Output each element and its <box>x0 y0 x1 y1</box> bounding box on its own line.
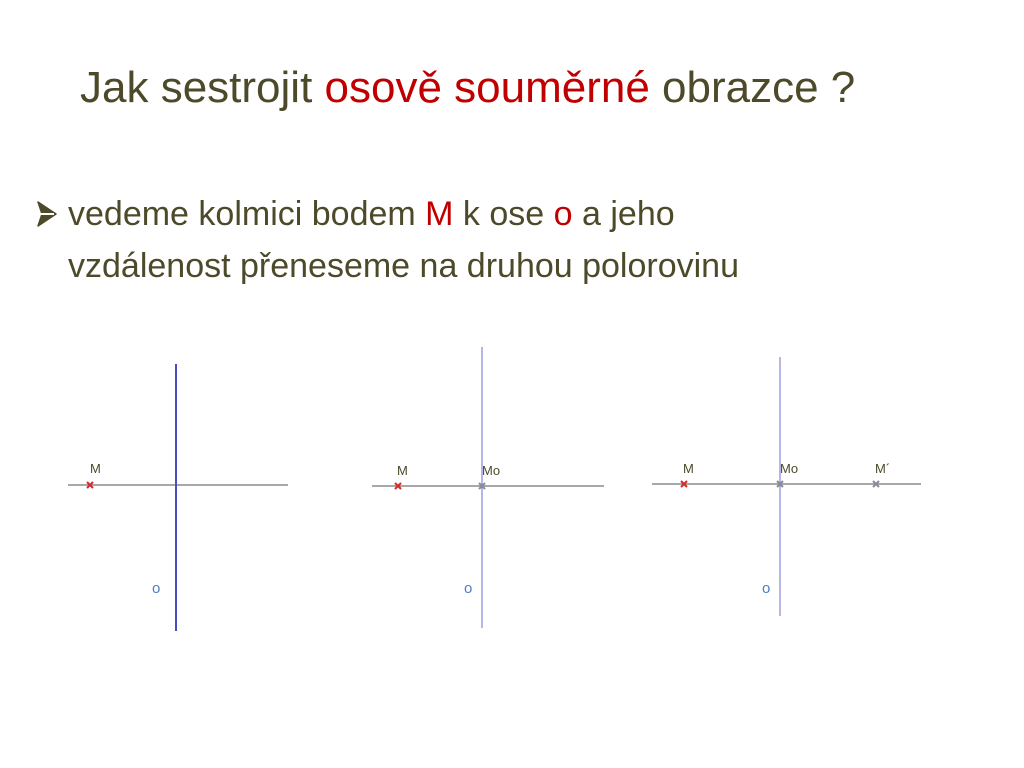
title-accent: osově souměrné <box>324 63 650 112</box>
fig2-label-m: M <box>397 463 408 478</box>
bullet-text-2: k ose <box>453 195 554 233</box>
bullet-axis-o: o <box>553 195 573 233</box>
figure-2 <box>372 347 604 628</box>
fig3-label-m-prime: M´ <box>875 461 891 476</box>
fig3-label-mo: Mo <box>780 461 799 476</box>
fig1-label-axis: o <box>152 580 161 597</box>
bullet-point-m: M <box>425 195 454 233</box>
figure-1 <box>68 364 288 631</box>
fig2-label-mo: Mo <box>482 463 501 478</box>
fig2-label-axis: o <box>464 580 473 597</box>
bullet-text-1: vedeme kolmici bodem <box>68 195 426 233</box>
figure-3 <box>652 357 921 616</box>
fig3-label-axis: o <box>762 580 771 597</box>
title-part2: obrazce ? <box>649 63 856 112</box>
fig3-label-m: M <box>683 461 694 476</box>
bullet-text-line2: vzdálenost přeneseme na druhou polorovinu <box>68 247 740 285</box>
title-part1: Jak sestrojit <box>80 63 325 112</box>
fig1-label-m: M <box>90 461 101 476</box>
bullet-text-3: a jeho <box>572 195 675 233</box>
